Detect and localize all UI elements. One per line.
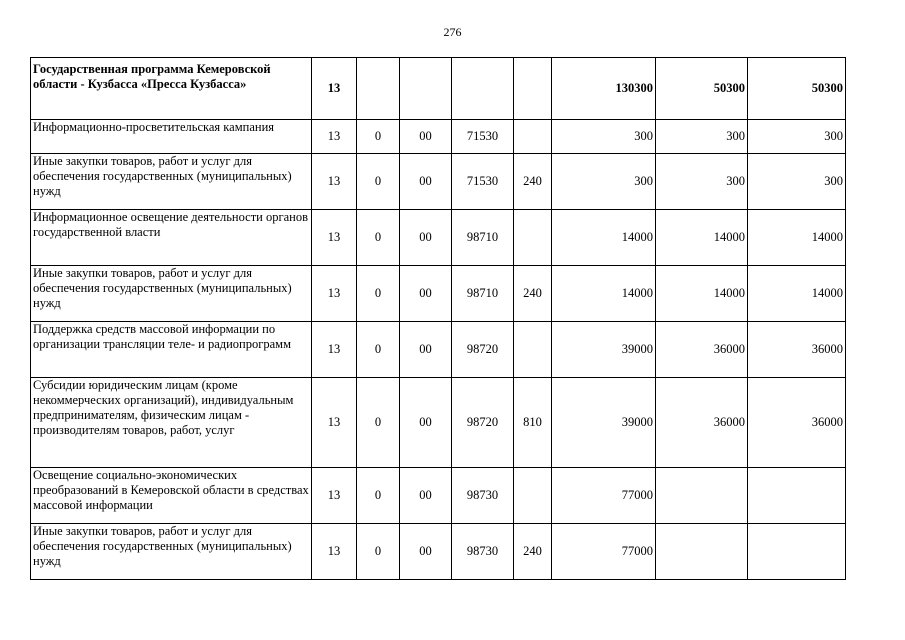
program-name-cell: Иные закупки товаров, работ и услуг для обеспечения государственных (муниципальных) нужд bbox=[31, 266, 312, 322]
subprogram-code-cell bbox=[357, 58, 400, 120]
program-name-cell: Иные закупки товаров, работ и услуг для обеспечения государственных (муниципальных) нужд bbox=[31, 154, 312, 210]
program-name-cell: Поддержка средств массовой информации по организации трансляции теле- и радиопрограмм bbox=[31, 322, 312, 378]
subprogram-code-cell: 0 bbox=[357, 266, 400, 322]
activity-code-cell bbox=[400, 58, 452, 120]
amount-year3-cell bbox=[748, 468, 846, 524]
amount-year3-cell: 36000 bbox=[748, 378, 846, 468]
table-row bbox=[31, 210, 846, 266]
table-row bbox=[31, 266, 846, 322]
expense-type-cell bbox=[514, 120, 552, 154]
budget-table bbox=[30, 57, 846, 580]
amount-year1-cell: 14000 bbox=[552, 266, 656, 322]
direction-code-cell: 98710 bbox=[452, 210, 514, 266]
amount-year2-cell: 14000 bbox=[656, 210, 748, 266]
table-row bbox=[31, 120, 846, 154]
section-code-cell: 13 bbox=[312, 468, 357, 524]
direction-code-cell: 98730 bbox=[452, 524, 514, 580]
expense-type-cell: 240 bbox=[514, 266, 552, 322]
activity-code-cell: 00 bbox=[400, 468, 452, 524]
amount-year1-cell: 300 bbox=[552, 154, 656, 210]
activity-code-cell: 00 bbox=[400, 120, 452, 154]
section-code-cell: 13 bbox=[312, 120, 357, 154]
direction-code-cell: 98720 bbox=[452, 322, 514, 378]
subprogram-code-cell: 0 bbox=[357, 120, 400, 154]
expense-type-cell: 240 bbox=[514, 154, 552, 210]
expense-type-cell bbox=[514, 322, 552, 378]
amount-year2-cell: 50300 bbox=[656, 58, 748, 120]
activity-code-cell: 00 bbox=[400, 266, 452, 322]
program-name-cell: Государственная программа Кемеровской области - Кузбасса «Пресса Кузбасса» bbox=[31, 58, 312, 120]
direction-code-cell: 98710 bbox=[452, 266, 514, 322]
activity-code-cell: 00 bbox=[400, 322, 452, 378]
direction-code-cell: 98720 bbox=[452, 378, 514, 468]
subprogram-code-cell: 0 bbox=[357, 468, 400, 524]
program-name-cell: Освещение социально-экономических преобразований в Кемеровской области в средствах массовой информации bbox=[31, 468, 312, 524]
amount-year3-cell: 36000 bbox=[748, 322, 846, 378]
subprogram-code-cell: 0 bbox=[357, 322, 400, 378]
table-row bbox=[31, 322, 846, 378]
amount-year2-cell bbox=[656, 524, 748, 580]
amount-year2-cell: 300 bbox=[656, 154, 748, 210]
table-row bbox=[31, 524, 846, 580]
expense-type-cell: 810 bbox=[514, 378, 552, 468]
amount-year1-cell: 39000 bbox=[552, 322, 656, 378]
activity-code-cell: 00 bbox=[400, 154, 452, 210]
subprogram-code-cell: 0 bbox=[357, 154, 400, 210]
amount-year2-cell: 36000 bbox=[656, 322, 748, 378]
amount-year2-cell: 36000 bbox=[656, 378, 748, 468]
amount-year1-cell: 300 bbox=[552, 120, 656, 154]
table-row bbox=[31, 468, 846, 524]
direction-code-cell: 71530 bbox=[452, 120, 514, 154]
amount-year2-cell: 300 bbox=[656, 120, 748, 154]
direction-code-cell bbox=[452, 58, 514, 120]
amount-year1-cell: 77000 bbox=[552, 524, 656, 580]
amount-year3-cell: 300 bbox=[748, 154, 846, 210]
expense-type-cell bbox=[514, 58, 552, 120]
amount-year3-cell bbox=[748, 524, 846, 580]
activity-code-cell: 00 bbox=[400, 524, 452, 580]
section-code-cell: 13 bbox=[312, 154, 357, 210]
program-name-cell: Информационно-просветительская кампания bbox=[31, 120, 312, 154]
expense-type-cell: 240 bbox=[514, 524, 552, 580]
amount-year3-cell: 50300 bbox=[748, 58, 846, 120]
activity-code-cell: 00 bbox=[400, 378, 452, 468]
table-row bbox=[31, 154, 846, 210]
page-number: 276 bbox=[443, 25, 462, 39]
subprogram-code-cell: 0 bbox=[357, 210, 400, 266]
amount-year2-cell: 14000 bbox=[656, 266, 748, 322]
amount-year3-cell: 300 bbox=[748, 120, 846, 154]
subprogram-code-cell: 0 bbox=[357, 378, 400, 468]
section-code-cell: 13 bbox=[312, 322, 357, 378]
program-name-cell: Субсидии юридическим лицам (кроме некоммерческих организаций), индивидуальным предпринимателям, физическим лицам - производителям товаров, работ, услуг bbox=[31, 378, 312, 468]
amount-year1-cell: 14000 bbox=[552, 210, 656, 266]
amount-year3-cell: 14000 bbox=[748, 210, 846, 266]
section-code-cell: 13 bbox=[312, 266, 357, 322]
table-row bbox=[31, 58, 846, 120]
expense-type-cell bbox=[514, 210, 552, 266]
amount-year1-cell: 39000 bbox=[552, 378, 656, 468]
section-code-cell: 13 bbox=[312, 58, 357, 120]
amount-year3-cell: 14000 bbox=[748, 266, 846, 322]
activity-code-cell: 00 bbox=[400, 210, 452, 266]
amount-year2-cell bbox=[656, 468, 748, 524]
program-name-cell: Информационное освещение деятельности органов государственной власти bbox=[31, 210, 312, 266]
direction-code-cell: 98730 bbox=[452, 468, 514, 524]
table-row bbox=[31, 378, 846, 468]
amount-year1-cell: 130300 bbox=[552, 58, 656, 120]
expense-type-cell bbox=[514, 468, 552, 524]
direction-code-cell: 71530 bbox=[452, 154, 514, 210]
program-name-cell: Иные закупки товаров, работ и услуг для обеспечения государственных (муниципальных) нужд bbox=[31, 524, 312, 580]
section-code-cell: 13 bbox=[312, 210, 357, 266]
amount-year1-cell: 77000 bbox=[552, 468, 656, 524]
section-code-cell: 13 bbox=[312, 524, 357, 580]
subprogram-code-cell: 0 bbox=[357, 524, 400, 580]
section-code-cell: 13 bbox=[312, 378, 357, 468]
